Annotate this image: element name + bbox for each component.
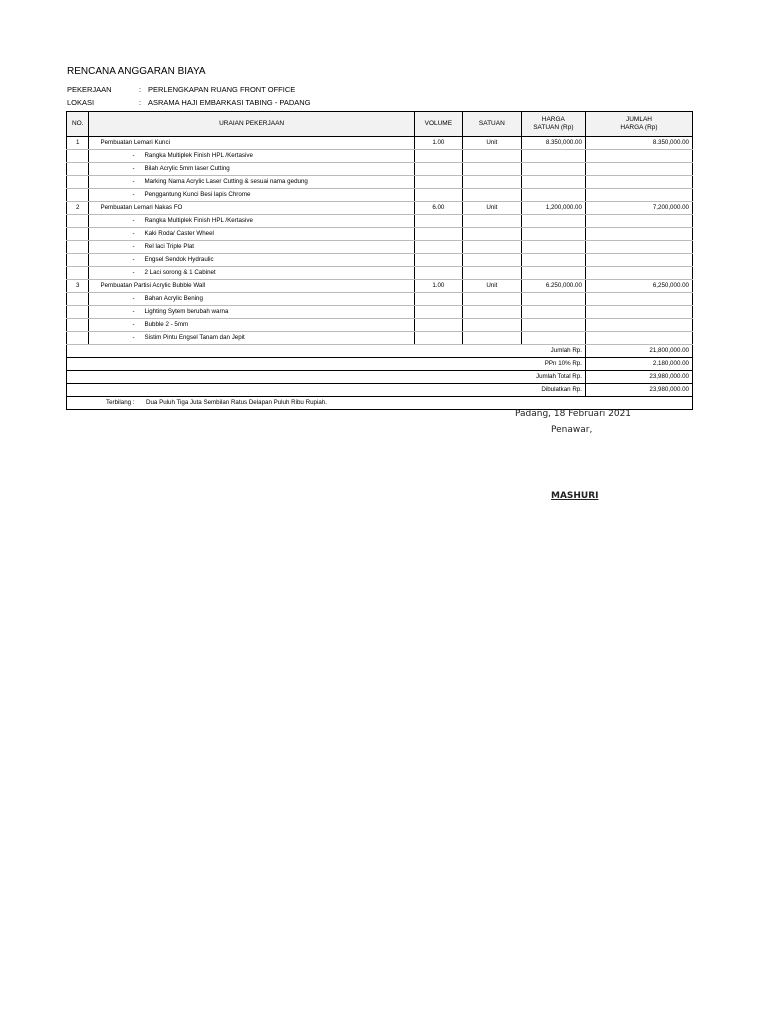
detail-volume-cell [414,319,462,332]
detail-no-cell [67,150,89,163]
detail-dash: - [132,217,135,224]
detail-volume-cell [414,241,462,254]
detail-row [67,176,693,189]
item-jumlah: 6,250,000.00 [585,280,692,293]
detail-harga-cell [521,293,585,306]
meta-value: ASRAMA HAJI EMBARKASI TABING - PADANG [148,98,311,107]
detail-text: Kaki Roda/ Caster Wheel [144,230,214,237]
detail-text-wrap [92,191,250,198]
item-no: 2 [67,202,89,215]
detail-no-cell [67,228,89,241]
detail-row [67,332,693,345]
detail-jumlah-cell [585,163,692,176]
summary-row [67,384,693,397]
detail-jumlah-cell [585,332,692,345]
detail-harga-cell [521,254,585,267]
detail-harga-cell [521,215,585,228]
summary-value: 23,980,000.00 [585,384,692,397]
detail-text-wrap [92,243,194,250]
detail-text: Rangka Multiplek Finish HPL /Kertasive [144,152,253,159]
detail-jumlah-cell [585,306,692,319]
detail-text: Bahan Acrylic Bening [144,295,203,302]
detail-harga-cell [521,150,585,163]
summary-label: PPn 10% Rp. [67,358,586,371]
detail-dash: - [132,256,135,263]
detail-harga-cell [521,267,585,280]
item-uraian-cell [89,137,414,150]
detail-uraian-cell [89,319,414,332]
header-volume: VOLUME [414,112,462,137]
detail-satuan-cell [462,254,521,267]
detail-row [67,293,693,306]
detail-text: Bilah Acrylic 5mm laser Cutting [144,165,230,172]
item-row [67,137,693,150]
item-harga-satuan: 8.350,000.00 [521,137,585,150]
detail-jumlah-cell [585,189,692,202]
detail-text-wrap [92,217,252,224]
terbilang-cell [67,397,693,410]
detail-uraian-cell [89,215,414,228]
summary-row [67,345,693,358]
detail-volume-cell [414,163,462,176]
detail-text-wrap [92,256,213,263]
detail-text: Rangka Multiplek Finish HPL /Kertasive [144,217,253,224]
summary-label: Jumlah Total Rp. [67,371,586,384]
detail-text: Bubble 2 - 5mm [144,321,189,328]
detail-volume-cell [414,254,462,267]
table-header-row [67,112,693,137]
detail-jumlah-cell [585,267,692,280]
item-harga-satuan: 6.250,000.00 [521,280,585,293]
detail-no-cell [67,293,89,306]
detail-text: Sistim Pintu Engsel Tanam dan Jepit [144,334,245,341]
detail-volume-cell [414,306,462,319]
detail-jumlah-cell [585,176,692,189]
detail-jumlah-cell [585,293,692,306]
detail-satuan-cell [462,215,521,228]
item-jumlah: 7,200,000.00 [585,202,692,215]
detail-satuan-cell [462,332,521,345]
detail-row [67,267,693,280]
detail-row [67,215,693,228]
detail-harga-cell [521,176,585,189]
item-volume: 1.00 [414,137,462,150]
detail-uraian-cell [89,293,414,306]
detail-harga-cell [521,332,585,345]
item-name: Pembuatan Lemari Nakas FO [100,204,183,211]
signature-role: Penawar, [551,425,593,435]
detail-harga-cell [521,228,585,241]
terbilang-value: Dua Puluh Tiga Juta Sembilan Ratus Delapan Puluh Ribu Rupiah. [146,399,327,406]
summary-label: Dibulatkan Rp. [67,384,586,397]
detail-dash: - [132,230,135,237]
detail-text-wrap [92,152,252,159]
meta-lokasi [67,98,311,107]
detail-uraian-cell [89,306,414,319]
detail-harga-cell [521,189,585,202]
detail-uraian-cell [89,228,414,241]
item-name: Pembuatan Lemari Kunci [100,139,170,146]
signature-place-date: Padang, 18 Februari 2021 [515,409,632,419]
header-no: NO. [67,112,89,137]
item-satuan: Unit [462,280,521,293]
summary-value: 23,980,000.00 [585,371,692,384]
detail-volume-cell [414,267,462,280]
detail-jumlah-cell [585,241,692,254]
meta-key: LOKASI [67,98,95,107]
header-jumlah-harga-line1: JUMLAH [625,116,652,123]
meta-key: PEKERJAAN [67,85,112,94]
detail-harga-cell [521,306,585,319]
detail-uraian-cell [89,163,414,176]
detail-satuan-cell [462,293,521,306]
header-harga-satuan-line1: HARGA [541,116,565,123]
detail-satuan-cell [462,189,521,202]
detail-row [67,319,693,332]
detail-uraian-cell [89,254,414,267]
summary-value: 21,800,000.00 [585,345,692,358]
item-satuan: Unit [462,137,521,150]
detail-jumlah-cell [585,215,692,228]
item-name: Pembuatan Partisi Acrylic Bubble Wall [100,282,206,289]
header-harga-satuan [521,112,585,137]
detail-uraian-cell [89,267,414,280]
header-uraian: URAIAN PEKERJAAN [89,112,414,137]
detail-text-wrap [92,321,188,328]
detail-text-wrap [92,230,213,237]
detail-volume-cell [414,228,462,241]
meta-pekerjaan [67,85,295,94]
detail-no-cell [67,215,89,228]
detail-volume-cell [414,176,462,189]
document-title: RENCANA ANGGARAN BIAYA [67,66,206,77]
detail-dash: - [132,152,135,159]
detail-no-cell [67,306,89,319]
detail-no-cell [67,189,89,202]
detail-row [67,241,693,254]
detail-text-wrap [92,295,202,302]
detail-no-cell [67,254,89,267]
header-harga-satuan-line2: SATUAN (Rp) [533,124,574,131]
item-jumlah: 8.350,000.00 [585,137,692,150]
detail-text: Penggantung Kunci Besi lapis Chrome [144,191,251,198]
detail-dash: - [132,321,135,328]
item-uraian-cell [89,280,414,293]
detail-satuan-cell [462,228,521,241]
detail-dash: - [132,191,135,198]
detail-uraian-cell [89,150,414,163]
detail-jumlah-cell [585,150,692,163]
detail-row [67,150,693,163]
detail-row [67,163,693,176]
detail-text: Engsel Sendok Hydraulic [144,256,214,263]
detail-no-cell [67,319,89,332]
detail-text: 2 Laci sorong & 1 Cabinet [144,269,216,276]
detail-dash: - [132,165,135,172]
detail-text: Marking Nama Acrylic Laser Cutting & sesuai nama gedung [144,178,308,185]
terbilang-row [67,397,693,410]
detail-volume-cell [414,293,462,306]
detail-volume-cell [414,215,462,228]
item-row [67,280,693,293]
detail-dash: - [132,334,135,341]
detail-text: Lighting Sytem berubah warna [144,308,229,315]
item-no: 1 [67,137,89,150]
detail-satuan-cell [462,267,521,280]
detail-satuan-cell [462,176,521,189]
detail-text: Rel laci Triple Plat [144,243,194,250]
detail-volume-cell [414,150,462,163]
item-volume: 6.00 [414,202,462,215]
detail-harga-cell [521,163,585,176]
detail-row [67,254,693,267]
meta-colon: : [139,85,142,94]
summary-value: 2,180,000.00 [585,358,692,371]
detail-no-cell [67,241,89,254]
summary-row [67,358,693,371]
detail-dash: - [132,243,135,250]
detail-satuan-cell [462,241,521,254]
summary-row [67,371,693,384]
signature-name: MASHURI [551,491,599,501]
item-uraian-cell [89,202,414,215]
detail-text-wrap [92,165,229,172]
detail-uraian-cell [89,332,414,345]
detail-text-wrap [92,178,307,185]
detail-no-cell [67,267,89,280]
detail-satuan-cell [462,163,521,176]
header-satuan: SATUAN [462,112,521,137]
detail-no-cell [67,332,89,345]
header-jumlah-harga-line2: HARGA (Rp) [620,124,658,131]
detail-text-wrap [92,269,215,276]
detail-dash: - [132,178,135,185]
item-harga-satuan: 1,200,000.00 [521,202,585,215]
item-volume: 1.00 [414,280,462,293]
detail-jumlah-cell [585,254,692,267]
detail-text-wrap [92,308,228,315]
detail-jumlah-cell [585,319,692,332]
detail-volume-cell [414,189,462,202]
detail-row [67,228,693,241]
detail-dash: - [132,295,135,302]
detail-uraian-cell [89,241,414,254]
header-jumlah-harga [585,112,692,137]
detail-satuan-cell [462,319,521,332]
detail-row [67,189,693,202]
detail-harga-cell [521,319,585,332]
detail-uraian-cell [89,189,414,202]
item-no: 3 [67,280,89,293]
detail-row [67,306,693,319]
detail-dash: - [132,308,135,315]
detail-harga-cell [521,241,585,254]
summary-label: Jumlah Rp. [67,345,586,358]
detail-dash: - [132,269,135,276]
detail-satuan-cell [462,306,521,319]
detail-volume-cell [414,332,462,345]
item-satuan: Unit [462,202,521,215]
detail-uraian-cell [89,176,414,189]
meta-value: PERLENGKAPAN RUANG FRONT OFFICE [148,85,296,94]
item-row [67,202,693,215]
detail-satuan-cell [462,150,521,163]
detail-no-cell [67,176,89,189]
budget-table [66,111,693,410]
detail-no-cell [67,163,89,176]
detail-jumlah-cell [585,228,692,241]
detail-text-wrap [92,334,244,341]
terbilang-label: Terbilang : [106,399,135,406]
meta-colon: : [139,98,142,107]
